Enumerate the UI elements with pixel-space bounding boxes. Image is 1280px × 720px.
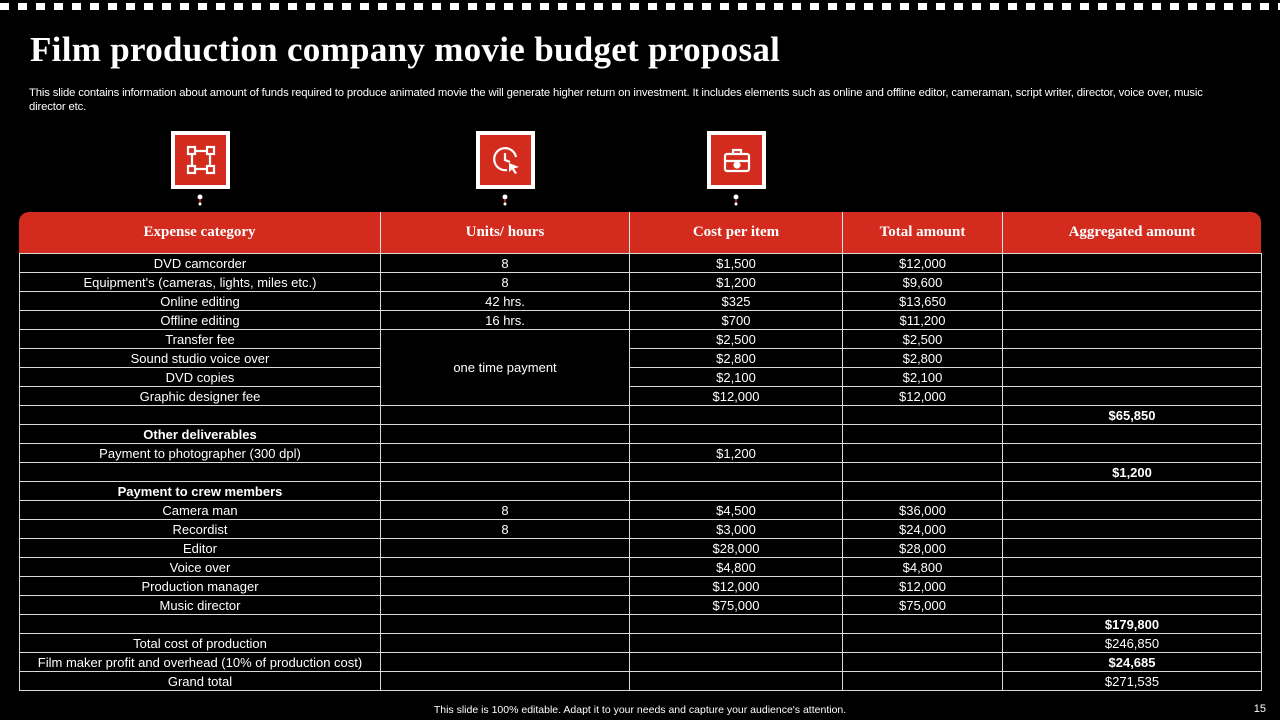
cell-total: $9,600: [843, 273, 1003, 292]
cell-cost: $700: [630, 311, 843, 330]
cell-aggregated: $179,800: [1003, 615, 1262, 634]
table-row: [20, 501, 1262, 520]
frame-select-icon: [171, 131, 230, 189]
table-body: [19, 253, 1262, 691]
cell-cost: [630, 406, 843, 425]
column-header-total-amount: Total amount: [842, 212, 1002, 253]
cell-category: Film maker profit and overhead (10% of production cost): [20, 653, 381, 672]
cell-category: Other deliverables: [20, 425, 381, 444]
cell-aggregated: $271,535: [1003, 672, 1262, 691]
cell-category: [20, 406, 381, 425]
cell-aggregated: $246,850: [1003, 634, 1262, 653]
cell-total: [843, 406, 1003, 425]
cell-units: 8: [381, 254, 630, 273]
budget-table: [19, 212, 1261, 691]
cell-aggregated: [1003, 349, 1262, 368]
cell-aggregated: [1003, 558, 1262, 577]
cell-cost: $1,200: [630, 444, 843, 463]
cell-aggregated: [1003, 387, 1262, 406]
cell-total: [843, 653, 1003, 672]
cell-total: [843, 425, 1003, 444]
table-row: [20, 311, 1262, 330]
cell-units-merged: one time payment: [381, 330, 630, 406]
cell-units: [381, 482, 630, 501]
subtotal-row: [20, 463, 1262, 482]
cell-category: [20, 615, 381, 634]
cell-units: [381, 672, 630, 691]
table-row: [20, 273, 1262, 292]
cell-total: $2,100: [843, 368, 1003, 387]
cell-total: $12,000: [843, 387, 1003, 406]
table-row: [20, 444, 1262, 463]
cell-category: Camera man: [20, 501, 381, 520]
subtotal-row: [20, 406, 1262, 425]
cell-aggregated: [1003, 273, 1262, 292]
table-row: [20, 596, 1262, 615]
cell-cost: $1,500: [630, 254, 843, 273]
cell-cost: $4,800: [630, 558, 843, 577]
cell-total: $12,000: [843, 254, 1003, 273]
cell-category: [20, 463, 381, 482]
cell-category: Editor: [20, 539, 381, 558]
cell-cost: [630, 634, 843, 653]
cell-aggregated: [1003, 596, 1262, 615]
cell-cost: $28,000: [630, 539, 843, 558]
cell-cost: $3,000: [630, 520, 843, 539]
cell-total: $75,000: [843, 596, 1003, 615]
cell-total: $2,800: [843, 349, 1003, 368]
cell-category: DVD camcorder: [20, 254, 381, 273]
cell-aggregated: [1003, 482, 1262, 501]
column-header-cost-per-item: Cost per item: [629, 212, 842, 253]
cell-units: 8: [381, 273, 630, 292]
table-row: [20, 520, 1262, 539]
cell-aggregated: [1003, 254, 1262, 273]
cell-units: [381, 596, 630, 615]
cell-aggregated: [1003, 368, 1262, 387]
pin-marker-icon: [196, 194, 204, 206]
cell-total: $2,500: [843, 330, 1003, 349]
cell-category: Voice over: [20, 558, 381, 577]
cell-units: [381, 425, 630, 444]
cell-cost: $75,000: [630, 596, 843, 615]
cell-cost: $12,000: [630, 577, 843, 596]
table-row: [20, 539, 1262, 558]
cell-aggregated: $65,850: [1003, 406, 1262, 425]
page-number: 15: [1253, 703, 1266, 715]
cell-category: DVD copies: [20, 368, 381, 387]
cell-category: Online editing: [20, 292, 381, 311]
cell-total: $12,000: [843, 577, 1003, 596]
time-cursor-icon: [476, 131, 535, 189]
cell-units: [381, 406, 630, 425]
table-row: [20, 387, 1262, 406]
cell-units: 42 hrs.: [381, 292, 630, 311]
cell-aggregated: [1003, 520, 1262, 539]
table-row: [20, 368, 1262, 387]
cell-category: Payment to crew members: [20, 482, 381, 501]
cell-category: Production manager: [20, 577, 381, 596]
film-strip-border: [0, 0, 1280, 14]
cell-total: $28,000: [843, 539, 1003, 558]
cell-cost: [630, 425, 843, 444]
cell-aggregated: [1003, 539, 1262, 558]
cell-total: [843, 463, 1003, 482]
pin-marker-icon: [501, 194, 509, 206]
cell-total: [843, 482, 1003, 501]
cell-cost: $325: [630, 292, 843, 311]
cell-units: 16 hrs.: [381, 311, 630, 330]
cell-aggregated: [1003, 292, 1262, 311]
table-row: [20, 558, 1262, 577]
cell-total: $13,650: [843, 292, 1003, 311]
cell-cost: $2,500: [630, 330, 843, 349]
column-header-units-hours: Units/ hours: [380, 212, 629, 253]
cell-units: [381, 463, 630, 482]
cell-category: Equipment's (cameras, lights, miles etc.): [20, 273, 381, 292]
grand-total-row: [20, 672, 1262, 691]
subtotal-row: [20, 615, 1262, 634]
cell-units: [381, 615, 630, 634]
cell-category: Grand total: [20, 672, 381, 691]
cell-cost: [630, 672, 843, 691]
cell-units: [381, 558, 630, 577]
table-header: [19, 212, 1261, 253]
cell-cost: [630, 463, 843, 482]
column-header-aggregated-amount: Aggregated amount: [1002, 212, 1261, 253]
cell-units: [381, 653, 630, 672]
cell-aggregated: [1003, 311, 1262, 330]
slide-title: Film production company movie budget proposal: [30, 30, 781, 69]
cell-total: [843, 634, 1003, 653]
cell-units: 8: [381, 520, 630, 539]
cell-aggregated: [1003, 501, 1262, 520]
cell-cost: [630, 653, 843, 672]
table-row: [20, 330, 1262, 349]
cell-category: Payment to photographer (300 dpl): [20, 444, 381, 463]
cell-cost: $4,500: [630, 501, 843, 520]
cell-cost: [630, 615, 843, 634]
cell-units: 8: [381, 501, 630, 520]
section-heading-row: [20, 482, 1262, 501]
cell-total: $11,200: [843, 311, 1003, 330]
cell-category: Offline editing: [20, 311, 381, 330]
cell-total: [843, 444, 1003, 463]
cell-category: Music director: [20, 596, 381, 615]
cell-aggregated: [1003, 577, 1262, 596]
cell-cost: $12,000: [630, 387, 843, 406]
pin-marker-icon: [732, 194, 740, 206]
column-header-expense-category: Expense category: [143, 224, 256, 240]
profit-overhead-row: [20, 653, 1262, 672]
cell-total: $4,800: [843, 558, 1003, 577]
cell-total: [843, 672, 1003, 691]
table-row: [20, 254, 1262, 273]
cell-cost: $2,800: [630, 349, 843, 368]
cell-category: Sound studio voice over: [20, 349, 381, 368]
cell-units: [381, 539, 630, 558]
briefcase-icon: [707, 131, 766, 189]
cell-category: Recordist: [20, 520, 381, 539]
cell-total: $24,000: [843, 520, 1003, 539]
cell-category: Transfer fee: [20, 330, 381, 349]
cell-total: [843, 615, 1003, 634]
cell-category: Graphic designer fee: [20, 387, 381, 406]
cell-total: $36,000: [843, 501, 1003, 520]
cell-cost: [630, 482, 843, 501]
cell-aggregated: $24,685: [1003, 653, 1262, 672]
table-row: [20, 577, 1262, 596]
cell-aggregated: $1,200: [1003, 463, 1262, 482]
table-row: [20, 292, 1262, 311]
table-row: [20, 349, 1262, 368]
cell-aggregated: [1003, 425, 1262, 444]
footer-note: This slide is 100% editable. Adapt it to your needs and capture your audience's attention.: [433, 704, 847, 716]
cell-category: Total cost of production: [20, 634, 381, 653]
cell-aggregated: [1003, 330, 1262, 349]
cell-units: [381, 634, 630, 653]
cell-cost: $1,200: [630, 273, 843, 292]
section-heading-row: [20, 425, 1262, 444]
cell-cost: $2,100: [630, 368, 843, 387]
cell-aggregated: [1003, 444, 1262, 463]
cell-units: [381, 577, 630, 596]
cell-units: [381, 444, 630, 463]
total-cost-row: [20, 634, 1262, 653]
slide-description: This slide contains information about amount of funds required to produce animated movie the will generate higher return on investment. It includes elements such as online and offline editor, cameraman, script writer, director, voice over, music director etc.: [29, 87, 1203, 113]
